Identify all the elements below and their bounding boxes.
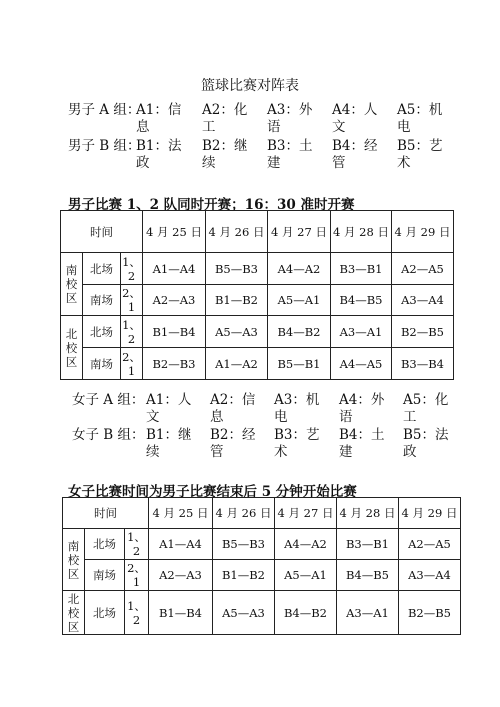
group-label: 女子 B 组：	[72, 427, 145, 443]
team-order-cell: 2、1	[122, 286, 141, 314]
men-group-a	[68, 102, 468, 138]
game-cell: B4—B5	[331, 285, 392, 316]
game-cell: A5—A3	[206, 316, 268, 348]
team-entry: B5：法政	[403, 427, 449, 460]
team-entry: A5：化工	[403, 392, 449, 425]
game-cell: B5—B3	[206, 253, 268, 285]
team-order-cell: 1、2	[125, 529, 149, 560]
game-cell: A1—A4	[143, 253, 206, 285]
time-header: 时间	[63, 498, 149, 529]
women-schedule-heading: 女子比赛时间为男子比赛结束后 5 分钟开始比赛	[68, 484, 357, 500]
game-cell: B3—B4	[392, 348, 454, 380]
game-cell: B4—B5	[337, 560, 399, 591]
game-cell: A4—A2	[275, 529, 337, 560]
team-entry: A3：外语	[267, 102, 313, 135]
team-order-cell: 2、1	[122, 349, 141, 378]
group-label: 女子 A 组：	[72, 392, 145, 408]
men-group-b	[68, 138, 468, 174]
team-order-cell: 1、2	[125, 591, 149, 635]
game-cell: B5—B1	[268, 348, 331, 380]
team-order-cell: 2、1	[125, 560, 149, 591]
team-entry: A1：人文	[146, 392, 192, 425]
game-cell: A1—A2	[206, 348, 268, 380]
court-cell: 北场	[85, 529, 125, 560]
date-header: 4 月 28 日	[337, 498, 399, 529]
court-cell: 南场	[85, 560, 125, 591]
game-cell: A4—A2	[268, 253, 331, 285]
date-header: 4 月 28 日	[331, 211, 392, 253]
group-label: 男子 B 组：	[68, 138, 141, 154]
men-schedule-heading: 男子比赛 1、2 队同时开赛；16：30 准时开赛	[68, 197, 355, 213]
game-cell: A1—A4	[149, 529, 213, 560]
game-cell: B1—B2	[213, 560, 275, 591]
team-entry: A4：外语	[339, 392, 385, 425]
campus-cell: 北校区	[63, 591, 85, 635]
time-header: 时间	[61, 211, 143, 253]
date-header: 4 月 27 日	[275, 498, 337, 529]
campus-cell: 南校区	[63, 529, 85, 591]
game-cell: A2—A3	[149, 560, 213, 591]
game-cell: B2—B5	[392, 316, 454, 348]
court-cell: 南场	[83, 285, 121, 316]
team-entry: B1：继续	[146, 427, 192, 460]
team-entry: B4：经管	[332, 138, 378, 171]
group-label: 男子 A 组：	[68, 102, 141, 118]
game-cell: A3—A1	[337, 591, 399, 635]
team-order-cell: 1、2	[122, 317, 141, 346]
date-header: 4 月 25 日	[143, 211, 206, 253]
game-cell: A5—A3	[213, 591, 275, 635]
team-entry: B2：继续	[202, 138, 248, 171]
team-entry: A2：信息	[210, 392, 256, 425]
court-cell: 北场	[83, 316, 121, 348]
men-schedule-table	[60, 210, 454, 380]
game-cell: B4—B2	[268, 316, 331, 348]
team-entry: B2：经管	[210, 427, 256, 460]
team-entry: B1：法政	[136, 138, 182, 171]
game-cell: B3—B1	[337, 529, 399, 560]
women-group-a	[72, 392, 472, 428]
game-cell: A3—A4	[392, 285, 454, 316]
game-cell: B3—B1	[331, 253, 392, 285]
team-order-cell: 1、2	[122, 254, 141, 283]
date-header: 4 月 29 日	[399, 498, 461, 529]
game-cell: A5—A1	[268, 285, 331, 316]
date-header: 4 月 29 日	[392, 211, 454, 253]
team-entry: B4：土建	[339, 427, 385, 460]
game-cell: B1—B4	[143, 316, 206, 348]
team-entry: B3：艺术	[274, 427, 320, 460]
team-entry: A4：人文	[332, 102, 378, 135]
game-cell: A3—A1	[331, 316, 392, 348]
team-entry: B5：艺术	[397, 138, 443, 171]
women-group-b	[72, 427, 472, 463]
team-entry: A5：机电	[397, 102, 443, 135]
court-cell: 北场	[85, 591, 125, 635]
game-cell: B2—B5	[399, 591, 461, 635]
game-cell: B4—B2	[275, 591, 337, 635]
date-header: 4 月 27 日	[268, 211, 331, 253]
campus-cell: 南校区	[61, 253, 83, 316]
game-cell: A4—A5	[331, 348, 392, 380]
women-schedule-table	[62, 497, 461, 635]
team-entry: B3：土建	[267, 138, 313, 171]
game-cell: A2—A3	[143, 285, 206, 316]
court-cell: 南场	[83, 348, 121, 380]
campus-cell: 北校区	[61, 316, 83, 380]
team-entry: A2：化工	[202, 102, 248, 135]
date-header: 4 月 26 日	[213, 498, 275, 529]
game-cell: B2—B3	[143, 348, 206, 380]
game-cell: A5—A1	[275, 560, 337, 591]
court-cell: 北场	[83, 253, 121, 285]
game-cell: B1—B4	[149, 591, 213, 635]
date-header: 4 月 25 日	[149, 498, 213, 529]
game-cell: B1—B2	[206, 285, 268, 316]
game-cell: A2—A5	[392, 253, 454, 285]
document-title: 篮球比赛对阵表	[201, 78, 299, 94]
game-cell: B5—B3	[213, 529, 275, 560]
date-header: 4 月 26 日	[206, 211, 268, 253]
game-cell: A3—A4	[399, 560, 461, 591]
team-entry: A3：机电	[274, 392, 320, 425]
team-entry: A1：信息	[136, 102, 182, 135]
game-cell: A2—A5	[399, 529, 461, 560]
